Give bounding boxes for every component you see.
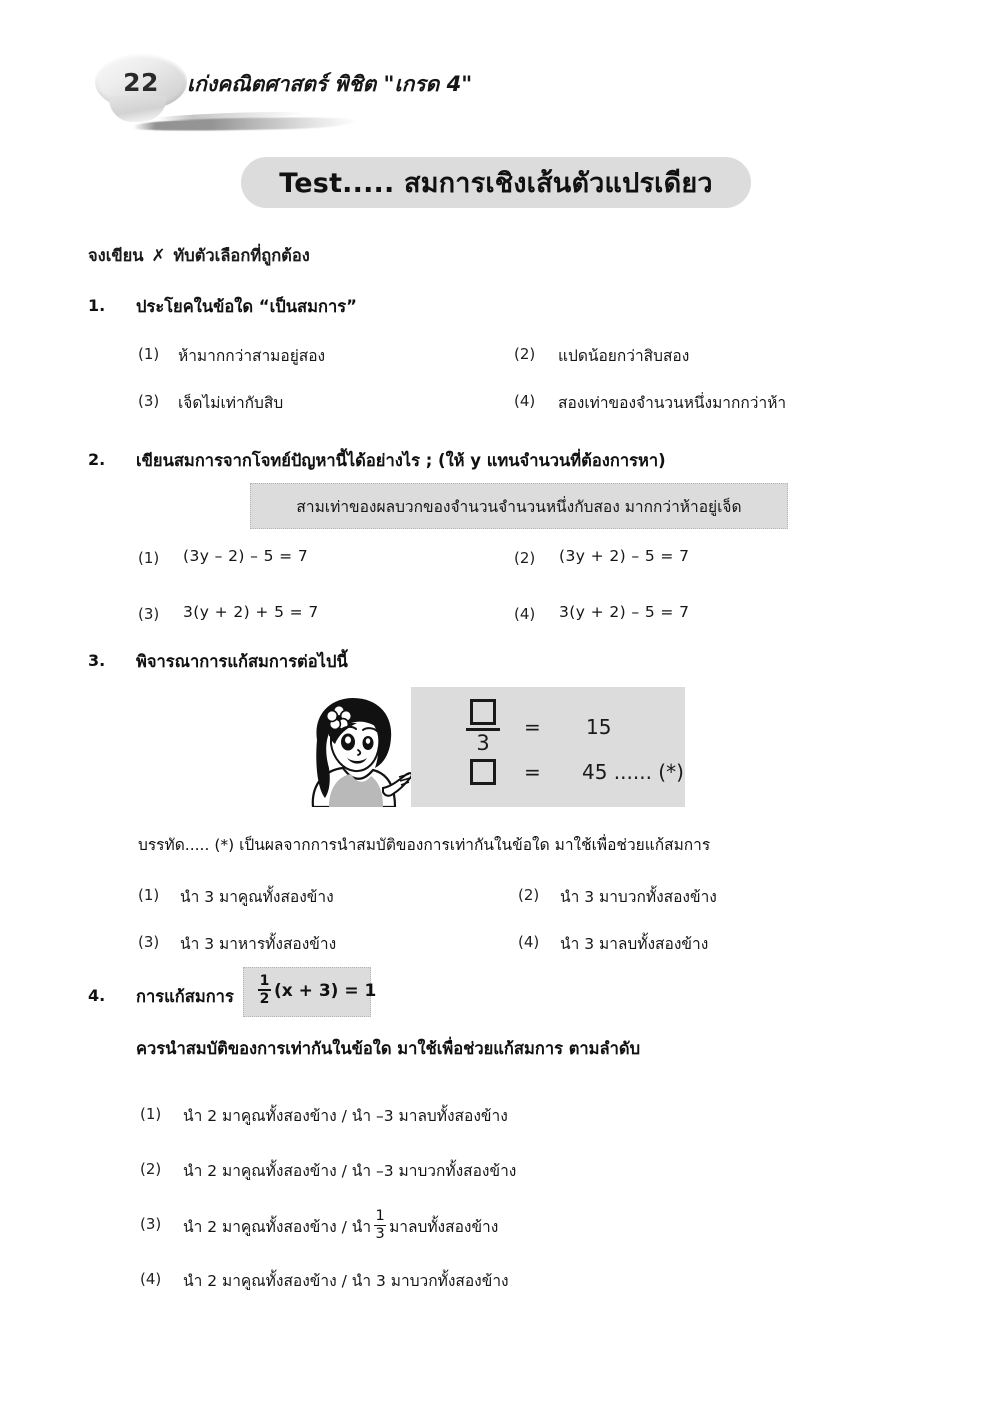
x-mark-icon: ✗	[151, 246, 166, 266]
test-title: Test..... สมการเชิงเส้นตัวแปรเดียว	[279, 168, 713, 199]
instruction-before: จงเขียน	[88, 246, 144, 265]
equals-sign-row-1: =	[524, 714, 541, 739]
q1-choice-1-label[interactable]: (1)	[138, 345, 160, 363]
girl-character-illustration	[295, 692, 415, 807]
question-2-number: 2.	[88, 450, 106, 469]
q2-choice-1-text[interactable]: (3y – 2) – 5 = 7	[183, 547, 309, 565]
question-4-equation-rest: (x + 3) = 1	[274, 981, 377, 1001]
instruction-line	[88, 243, 310, 269]
q1-choice-4-text[interactable]: สองเท่าของจำนวนหนึ่งมากกว่าห้า	[558, 394, 787, 412]
question-2-problem-box	[250, 483, 788, 529]
question-1-text: ประโยคในข้อใด “เป็นสมการ”	[136, 297, 357, 316]
q4-choice-2-label[interactable]: (2)	[140, 1160, 162, 1178]
page-header	[95, 52, 915, 132]
question-3-followup-text: บรรทัด..... (*) เป็นผลจากการนำสมบัติของการเท่ากันในข้อใด มาใช้เพื่อช่วยแก้สมการ	[138, 836, 711, 854]
empty-square-icon	[470, 699, 496, 725]
question-3-number: 3.	[88, 651, 106, 670]
question-4-inline-equation	[255, 975, 376, 1007]
q2-choice-2-text[interactable]: (3y + 2) – 5 = 7	[559, 547, 690, 565]
q2-choice-4-label[interactable]: (4)	[514, 605, 536, 623]
one-half-fraction	[258, 974, 271, 1006]
empty-square-icon-row-2	[470, 759, 496, 785]
fraction-denominator: 3	[375, 1226, 385, 1242]
question-2-text: เขียนสมการจากโจทย์ปัญหานี้ได้อย่างไร ; (ให้ y แทนจำนวนที่ต้องการหา)	[136, 451, 666, 470]
q1-choice-2-text[interactable]: แปดน้อยกว่าสิบสอง	[558, 347, 690, 365]
equation-row-1	[466, 699, 611, 754]
q4-choice-4-label[interactable]: (4)	[140, 1270, 162, 1288]
q2-choice-2-label[interactable]: (2)	[514, 549, 536, 567]
q4-choice-3-prefix: นำ 2 มาคูณทั้งสองข้าง / นำ	[183, 1217, 372, 1236]
q2-choice-3-text[interactable]: 3(y + 2) + 5 = 7	[183, 603, 319, 621]
equation-row-2-value: 45 ...... (*)	[582, 760, 684, 784]
q4-choice-3-label[interactable]: (3)	[140, 1215, 162, 1233]
fraction-denominator: 2	[259, 991, 270, 1007]
q4-choice-4-text[interactable]: นำ 2 มาคูณทั้งสองข้าง / นำ 3 มาบวกทั้งสองข้าง	[183, 1272, 509, 1290]
instruction-after: ทับตัวเลือกที่ถูกต้อง	[173, 246, 310, 265]
equation-row-1-value: 15	[586, 714, 612, 739]
q3-choice-2-text[interactable]: นำ 3 มาบวกทั้งสองข้าง	[560, 888, 717, 906]
q4-choice-1-text[interactable]: นำ 2 มาคูณทั้งสองข้าง / นำ –3 มาลบทั้งสองข้าง	[183, 1107, 508, 1125]
q3-choice-2-label[interactable]: (2)	[518, 886, 540, 904]
question-4-number: 4.	[88, 986, 106, 1005]
q3-choice-1-label[interactable]: (1)	[138, 886, 160, 904]
question-2-problem-text: สามเท่าของผลบวกของจำนวนจำนวนหนึ่งกับสอง มากกว่าห้าอยู่เจ็ด	[296, 497, 742, 516]
q3-choice-4-text[interactable]: นำ 3 มาลบทั้งสองข้าง	[560, 935, 709, 953]
question-3-equation-box	[411, 687, 685, 807]
q2-choice-1-label[interactable]: (1)	[138, 549, 160, 567]
question-1-number: 1.	[88, 296, 106, 315]
q1-choice-1-text[interactable]: ห้ามากกว่าสามอยู่สอง	[178, 347, 326, 365]
one-third-fraction	[374, 1209, 386, 1242]
fraction-numerator: 1	[259, 973, 270, 989]
fraction-numerator: 1	[375, 1208, 385, 1224]
question-4-text: การแก้สมการ	[136, 987, 234, 1006]
q3-choice-4-label[interactable]: (4)	[518, 933, 540, 951]
q4-choice-1-label[interactable]: (1)	[140, 1105, 162, 1123]
page-number: 22	[123, 67, 159, 97]
fraction-box-over-three	[466, 699, 500, 754]
equation-row-2	[466, 759, 684, 785]
q4-choice-3-suffix: มาลบทั้งสองข้าง	[389, 1217, 499, 1236]
q3-choice-1-text[interactable]: นำ 3 มาคูณทั้งสองข้าง	[180, 888, 334, 906]
test-title-banner	[241, 157, 751, 208]
q4-choice-2-text[interactable]: นำ 2 มาคูณทั้งสองข้าง / นำ –3 มาบวกทั้งสองข้าง	[183, 1162, 517, 1180]
question-3-text: พิจารณาการแก้สมการต่อไปนี้	[136, 652, 348, 671]
fraction-denominator: 3	[476, 731, 490, 755]
q3-choice-3-text[interactable]: นำ 3 มาหารทั้งสองข้าง	[180, 935, 337, 953]
q2-choice-3-label[interactable]: (3)	[138, 605, 160, 623]
q1-choice-3-label[interactable]: (3)	[138, 392, 160, 410]
question-4-subtext: ควรนำสมบัติของการเท่ากันในข้อใด มาใช้เพื่อช่วยแก้สมการ ตามลำดับ	[136, 1039, 641, 1058]
q3-choice-3-label[interactable]: (3)	[138, 933, 160, 951]
q2-choice-4-text[interactable]: 3(y + 2) – 5 = 7	[559, 603, 690, 621]
q1-choice-4-label[interactable]: (4)	[514, 392, 536, 410]
book-title: เก่งคณิตศาสตร์ พิชิต "เกรด 4"	[187, 72, 473, 96]
q1-choice-3-text[interactable]: เจ็ดไม่เท่ากับสิบ	[178, 394, 284, 412]
q4-choice-3-text[interactable]	[183, 1210, 498, 1243]
q1-choice-2-label[interactable]: (2)	[514, 345, 536, 363]
equals-sign-row-2: =	[524, 760, 541, 784]
